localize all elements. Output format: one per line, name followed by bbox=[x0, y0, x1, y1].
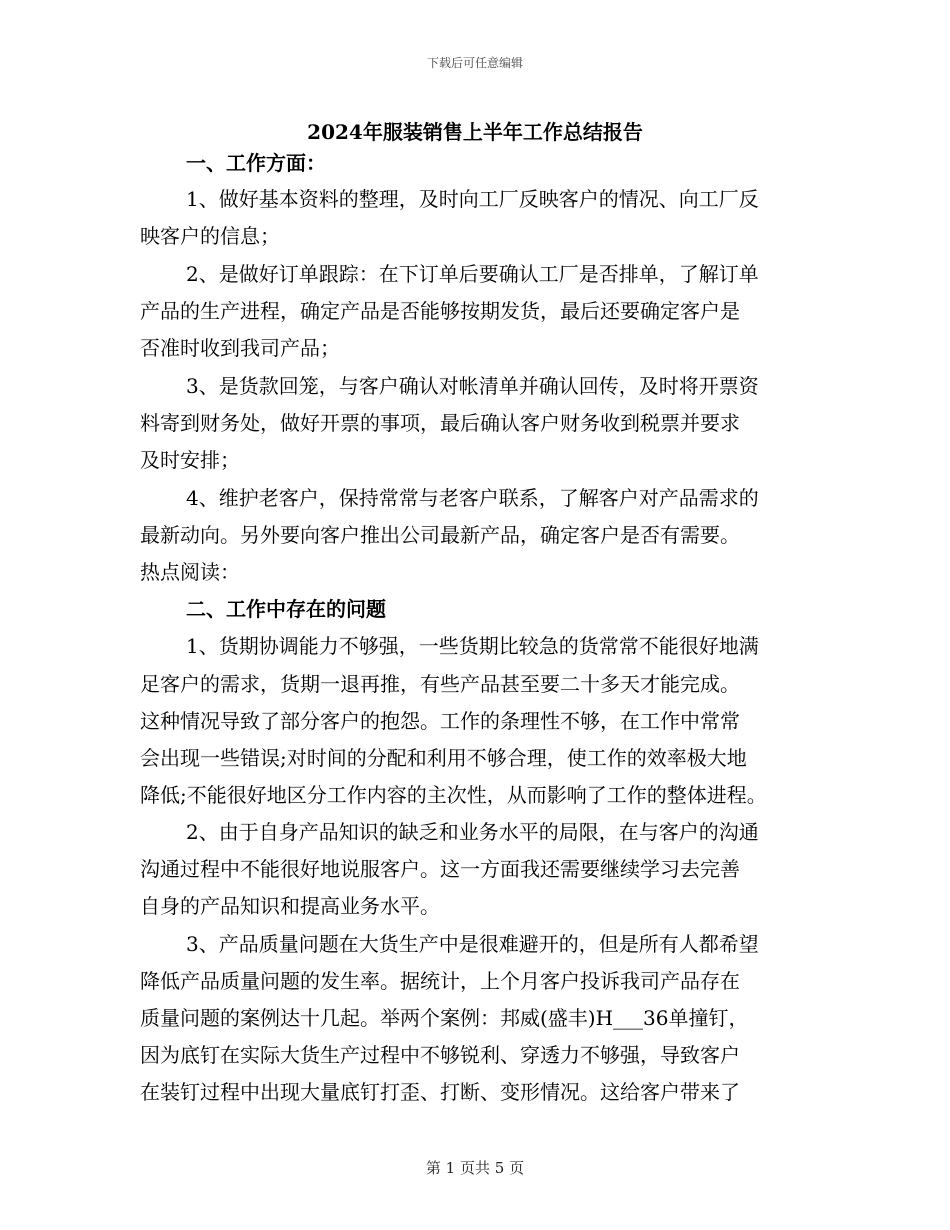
paragraph-line: 热点阅读： bbox=[140, 560, 240, 584]
paragraph-line: 沟通过程中不能很好地说服客户。这一方面我还需要继续学习去完善 bbox=[140, 857, 740, 881]
paragraph-line: 1、做好基本资料的整理，及时向工厂反映客户的情况、向工厂反 bbox=[186, 187, 759, 211]
paragraph-line: 会出现一些错误;对时间的分配和利用不够合理，使工作的效率极大地 bbox=[140, 746, 747, 770]
paragraph-line: 2、是做好订单跟踪：在下订单后要确认工厂是否排单，了解订单 bbox=[186, 262, 759, 286]
paragraph-line: 质量问题的案例达十几起。举两个案例：邦威(盛丰)H___36单撞钉， bbox=[140, 1006, 749, 1030]
document-title: 2024年服装销售上半年工作总结报告 bbox=[307, 120, 643, 144]
paragraph-line: 3、是货款回笼，与客户确认对帐清单并确认回传，及时将开票资 bbox=[186, 374, 759, 398]
paragraph-line: 降低;不能很好地区分工作内容的主次性，从而影响了工作的整体进程。 bbox=[140, 783, 767, 807]
paragraph-line: 及时安排； bbox=[140, 448, 240, 472]
paragraph-line: 在装钉过程中出现大量底钉打歪、打断、变形情况。这给客户带来了 bbox=[140, 1080, 740, 1104]
paragraph-line: 降低产品质量问题的发生率。据统计，上个月客户投诉我司产品存在 bbox=[140, 969, 740, 993]
paragraph-line: 映客户的信息； bbox=[140, 224, 280, 248]
page-header: 下载后可任意编辑 bbox=[426, 56, 523, 70]
paragraph-line: 1、货期协调能力不够强，一些货期比较急的货常常不能很好地满 bbox=[186, 634, 759, 658]
paragraph-line: 4、维护老客户，保持常常与老客户联系，了解客户对产品需求的 bbox=[186, 486, 759, 510]
paragraph-line: 否准时收到我司产品； bbox=[140, 336, 340, 360]
paragraph-line: 3、产品质量问题在大货生产中是很难避开的，但是所有人都希望 bbox=[186, 932, 759, 956]
paragraph-line: 足客户的需求，货期一退再推，有些产品甚至要二十多天才能完成。 bbox=[140, 672, 740, 696]
page-footer: 第 1 页共 5 页 bbox=[425, 1159, 525, 1177]
paragraph-line: 这种情况导致了部分客户的抱怨。工作的条理性不够，在工作中常常 bbox=[140, 709, 740, 733]
paragraph-line: 自身的产品知识和提高业务水平。 bbox=[140, 894, 440, 918]
section-heading-work: 一、工作方面： bbox=[186, 151, 326, 175]
paragraph-line: 产品的生产进程，确定产品是否能够按期发货，最后还要确定客户是 bbox=[140, 299, 740, 323]
paragraph-line: 因为底钉在实际大货生产过程中不够锐利、穿透力不够强，导致客户 bbox=[140, 1043, 740, 1067]
section-heading-problems: 二、工作中存在的问题 bbox=[186, 597, 386, 621]
paragraph-line: 2、由于自身产品知识的缺乏和业务水平的局限，在与客户的沟通 bbox=[186, 820, 759, 844]
paragraph-line: 料寄到财务处，做好开票的事项，最后确认客户财务收到税票并要求 bbox=[140, 411, 740, 435]
paragraph-line: 最新动向。另外要向客户推出公司最新产品，确定客户是否有需要。 bbox=[140, 523, 740, 547]
